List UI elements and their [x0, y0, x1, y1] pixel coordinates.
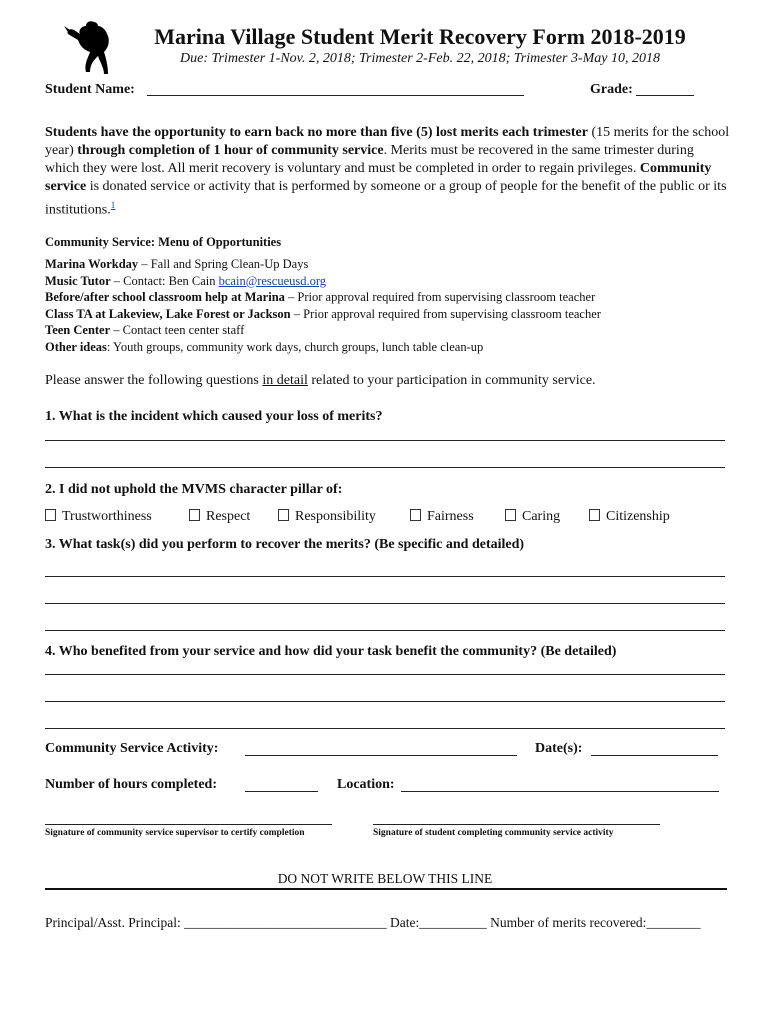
question-3: 3. What task(s) did you perform to recover the merits? (Be specific and detailed) — [45, 537, 525, 552]
instructions: Please answer the following questions in detail related to your participation in community service. — [45, 373, 596, 388]
question-1: 1. What is the incident which caused your loss of merits? — [45, 409, 383, 424]
checkbox[interactable] — [278, 509, 289, 521]
principal-field[interactable]: ______________________________ — [184, 915, 387, 930]
dates-field[interactable] — [591, 755, 718, 756]
menu-heading: Community Service: Menu of Opportunities — [45, 235, 282, 249]
merits-recovered-field[interactable]: ________ — [646, 915, 701, 930]
menu-item-teen-center: Teen Center – Contact teen center staff — [45, 323, 245, 337]
menu-item-classroom-help: Before/after school classroom help at Marina – Prior approval required from supervising classroom teacher — [45, 290, 596, 304]
checkbox[interactable] — [505, 509, 516, 521]
location-field[interactable] — [401, 791, 719, 792]
answer-4-line-1[interactable] — [45, 674, 725, 675]
answer-3-line-2[interactable] — [45, 603, 725, 604]
pillar-fairness[interactable]: Fairness — [410, 509, 474, 525]
answer-1-line-2[interactable] — [45, 467, 725, 468]
supervisor-signature-line[interactable] — [45, 824, 332, 825]
supervisor-signature-label: Signature of community service supervisor to certify completion — [45, 828, 305, 838]
student-signature-label: Signature of student completing community service activity — [373, 828, 614, 838]
merits-recovered-label: Number of merits recovered: — [490, 915, 647, 930]
menu-list — [45, 256, 601, 355]
hours-field[interactable] — [245, 791, 318, 792]
checkbox[interactable] — [45, 509, 56, 521]
hours-label: Number of hours completed: — [45, 777, 218, 792]
answer-4-line-2[interactable] — [45, 701, 725, 702]
due-dates: Due: Trimester 1-Nov. 2, 2018; Trimester 2-Feb. 22, 2018; Trimester 3-May 10, 2018 — [180, 51, 660, 66]
activity-label: Community Service Activity: — [45, 741, 219, 756]
email-link[interactable]: bcain@rescueusd.org — [218, 273, 327, 288]
menu-item-class-ta: Class TA at Lakeview, Lake Forest or Jackson – Prior approval required from supervising classroom teacher — [45, 306, 601, 321]
pillar-responsibility[interactable]: Responsibility — [278, 509, 376, 525]
grade-label: Grade: — [590, 82, 633, 97]
student-name-field[interactable] — [147, 95, 524, 96]
office-date-field[interactable]: __________ — [419, 915, 487, 930]
question-4: 4. Who benefited from your service and how did your task benefit the community? (Be detailed) — [45, 644, 617, 659]
pillar-citizenship[interactable]: Citizenship — [589, 509, 670, 525]
checkbox[interactable] — [189, 509, 200, 521]
do-not-write-notice: DO NOT WRITE BELOW THIS LINE — [277, 871, 493, 886]
student-signature-line[interactable] — [373, 824, 660, 825]
answer-3-line-1[interactable] — [45, 576, 725, 577]
menu-item-workday: Marina Workday – Fall and Spring Clean-Up Days — [45, 257, 309, 271]
menu-item-music-tutor: Music Tutor – Contact: Ben Cain bcain@rescueusd.org — [45, 273, 327, 288]
checkbox[interactable] — [410, 509, 421, 521]
divider-line — [45, 888, 727, 890]
footnote-marker[interactable]: 1 — [110, 200, 116, 210]
student-name-label: Student Name: — [45, 82, 135, 97]
answer-4-line-3[interactable] — [45, 728, 725, 729]
principal-label: Principal/Asst. Principal: — [45, 915, 181, 930]
location-label: Location: — [337, 777, 395, 792]
answer-3-line-3[interactable] — [45, 630, 725, 631]
activity-field[interactable] — [245, 755, 517, 756]
menu-item-other-ideas: Other ideas: Youth groups, community work days, church groups, lunch table clean-up — [45, 339, 484, 354]
office-row — [45, 915, 700, 931]
dates-label: Date(s): — [535, 741, 583, 756]
question-2: 2. I did not uphold the MVMS character pillar of: — [45, 482, 343, 497]
intro-paragraph: Students have the opportunity to earn back no more than five (5) lost merits each trimester (15 merits for the school year) through completion of 1 hour of community service. Merits must be recovered in the same trimester during which they were lost. All merit recovery is voluntary and must be completed in order to regain privileges. Community service is donated service or activity that is performed by someone or a group of people for the benefit of the public or its institutions.$^1$ — [45, 125, 730, 218]
office-date-label: Date: — [390, 915, 420, 930]
form-title: Marina Village Student Merit Recovery Form 2018-2019 — [154, 24, 686, 49]
pillar-caring[interactable]: Caring — [505, 509, 560, 525]
pillar-trustworthiness[interactable]: Trustworthiness — [45, 509, 152, 525]
grade-field[interactable] — [636, 95, 694, 96]
mustang-logo-icon — [64, 18, 112, 76]
checkbox[interactable] — [589, 509, 600, 521]
answer-1-line-1[interactable] — [45, 440, 725, 441]
pillar-respect[interactable]: Respect — [189, 509, 250, 525]
